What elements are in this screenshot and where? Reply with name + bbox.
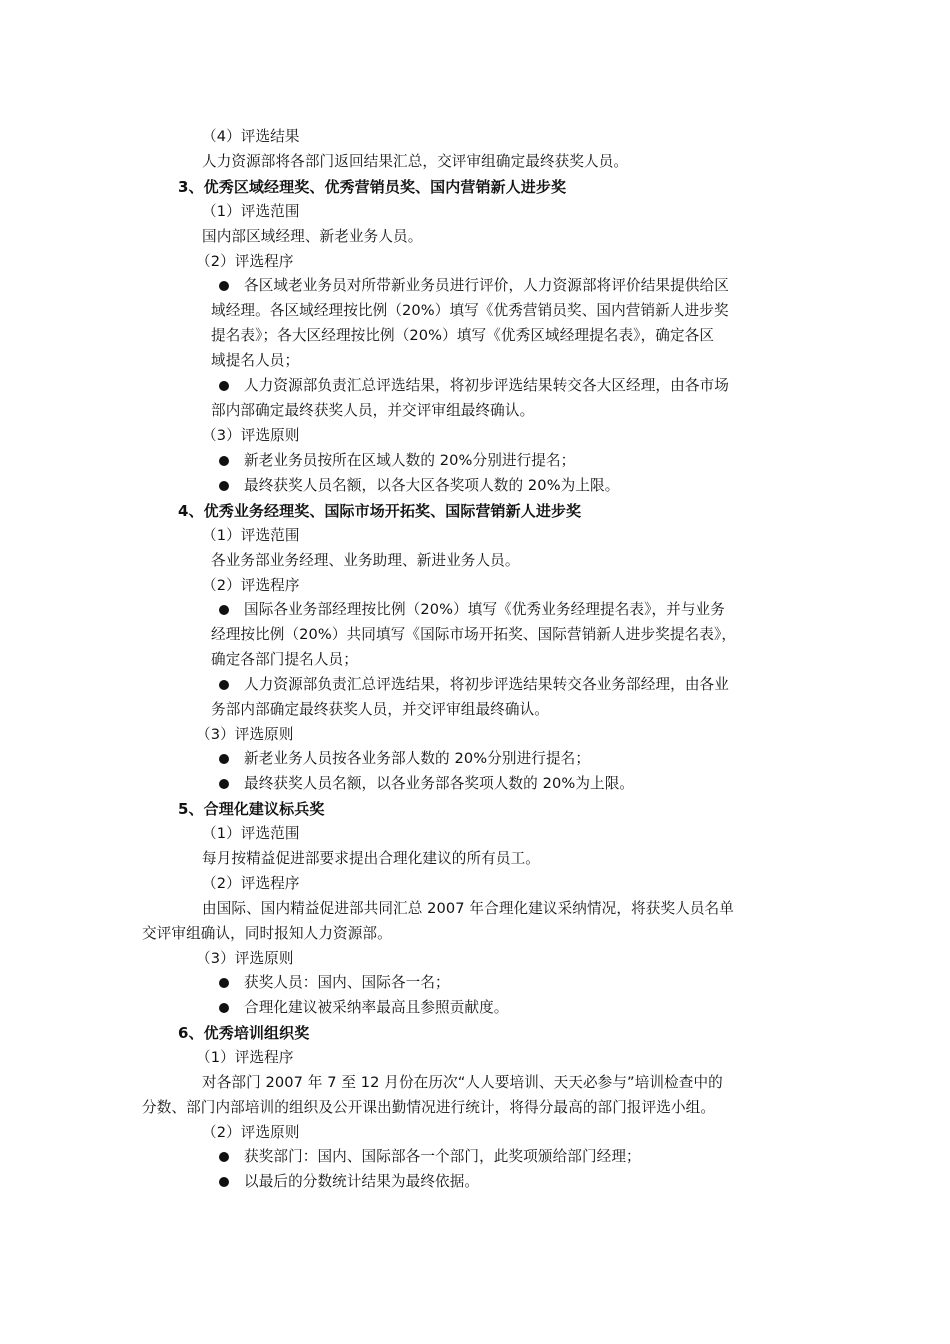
bullet-icon (219, 605, 229, 615)
s3-proc-bullet-1-line-4: 域提名人员； (211, 352, 300, 369)
section-result-text: 人力资源部将各部门返回结果汇总，交评审组确定最终获奖人员。 (202, 153, 629, 170)
s3-proc-bullet-2-line-1: 人力资源部负责汇总评选结果，将初步评选结果转交各大区经理，由各市场 (244, 377, 729, 394)
bullet-icon (219, 754, 229, 764)
s4-rule-bullet-2: 最终获奖人员名额，以各业务部各奖项人数的 20%为上限。 (244, 775, 635, 792)
s3-rule-bullet-1: 新老业务员按所在区域人数的 20%分别进行提名； (244, 452, 576, 469)
s4-rule-title: （3）评选原则 (196, 726, 294, 743)
bullet-icon (219, 481, 229, 491)
s6-rule-title: （2）评选原则 (202, 1124, 300, 1141)
s4-scope-title: （1）评选范围 (202, 527, 300, 544)
bullet-icon (219, 1003, 229, 1013)
s5-rule-bullet-2: 合理化建议被采纳率最高且参照贡献度。 (244, 999, 509, 1016)
heading-section-5: 5、合理化建议标兵奖 (178, 800, 325, 818)
s5-rule-bullet-1: 获奖人员：国内、国际各一名； (244, 974, 450, 991)
s5-procedure-line-1: 由国际、国内精益促进部共同汇总 2007 年合理化建议采纳情况，将获奖人员名单 (202, 900, 734, 917)
bullet-icon (219, 680, 229, 690)
s5-procedure-line-2: 交评审组确认，同时报知人力资源部。 (142, 925, 392, 942)
s3-scope-title: （1）评选范围 (202, 203, 300, 220)
s5-scope-title: （1）评选范围 (202, 825, 300, 842)
heading-section-3: 3、优秀区域经理奖、优秀营销员奖、国内营销新人进步奖 (178, 178, 567, 196)
s6-rule-bullet-1: 获奖部门：国内、国际部各一个部门，此奖项颁给部门经理； (244, 1148, 641, 1165)
s4-proc-bullet-2-line-2: 务部内部确定最终获奖人员，并交评审组最终确认。 (211, 701, 549, 718)
s3-scope-text: 国内部区域经理、新老业务人员。 (202, 228, 423, 245)
s4-scope-text: 各业务部业务经理、业务助理、新进业务人员。 (211, 552, 520, 569)
s4-proc-bullet-1-line-2: 经理按比例（20%）共同填写《国际市场开拓奖、国际营销新人进步奖提名表》， (211, 626, 737, 643)
s5-scope-text: 每月按精益促进部要求提出合理化建议的所有员工。 (202, 850, 540, 867)
heading-section-6: 6、优秀培训组织奖 (178, 1024, 310, 1042)
s4-procedure-title: （2）评选程序 (202, 577, 300, 594)
bullet-icon (219, 281, 229, 291)
s6-procedure-title: （1）评选程序 (196, 1049, 294, 1066)
s3-proc-bullet-2-line-2: 部内部确定最终获奖人员，并交评审组最终确认。 (211, 402, 535, 419)
s4-rule-bullet-1: 新老业务人员按各业务部人数的 20%分别进行提名； (244, 750, 591, 767)
s6-procedure-line-2: 分数、部门内部培训的组织及公开课出勤情况进行统计，将得分最高的部门报评选小组。 (142, 1099, 716, 1116)
section-result-title: （4）评选结果 (202, 128, 300, 145)
s6-rule-bullet-2: 以最后的分数统计结果为最终依据。 (244, 1173, 480, 1190)
s3-proc-bullet-1-line-3: 提名表》；各大区经理按比例（20%）填写《优秀区域经理提名表》，确定各区 (211, 327, 715, 344)
s5-procedure-title: （2）评选程序 (202, 875, 300, 892)
s6-procedure-line-1: 对各部门 2007 年 7 至 12 月份在历次“人人要培训、天天必参与”培训检查中的 (202, 1074, 723, 1091)
s4-proc-bullet-2-line-1: 人力资源部负责汇总评选结果，将初步评选结果转交各业务部经理，由各业 (244, 676, 729, 693)
s3-procedure-title: （2）评选程序 (196, 253, 294, 270)
heading-section-4: 4、优秀业务经理奖、国际市场开拓奖、国际营销新人进步奖 (178, 502, 582, 520)
s5-rule-title: （3）评选原则 (196, 950, 294, 967)
s4-proc-bullet-1-line-1: 国际各业务部经理按比例（20%）填写《优秀业务经理提名表》，并与业务 (244, 601, 725, 618)
bullet-icon (219, 1152, 229, 1162)
s4-proc-bullet-1-line-3: 确定各部门提名人员； (211, 651, 358, 668)
bullet-icon (219, 456, 229, 466)
s3-proc-bullet-1-line-1: 各区域老业务员对所带新业务员进行评价，人力资源部将评价结果提供给区 (244, 277, 729, 294)
s3-proc-bullet-1-line-2: 域经理。各区域经理按比例（20%）填写《优秀营销员奖、国内营销新人进步奖 (211, 302, 729, 319)
bullet-icon (219, 1177, 229, 1187)
bullet-icon (219, 978, 229, 988)
bullet-icon (219, 381, 229, 391)
bullet-icon (219, 779, 229, 789)
s3-rule-bullet-2: 最终获奖人员名额，以各大区各奖项人数的 20%为上限。 (244, 477, 620, 494)
s3-rule-title: （3）评选原则 (202, 427, 300, 444)
